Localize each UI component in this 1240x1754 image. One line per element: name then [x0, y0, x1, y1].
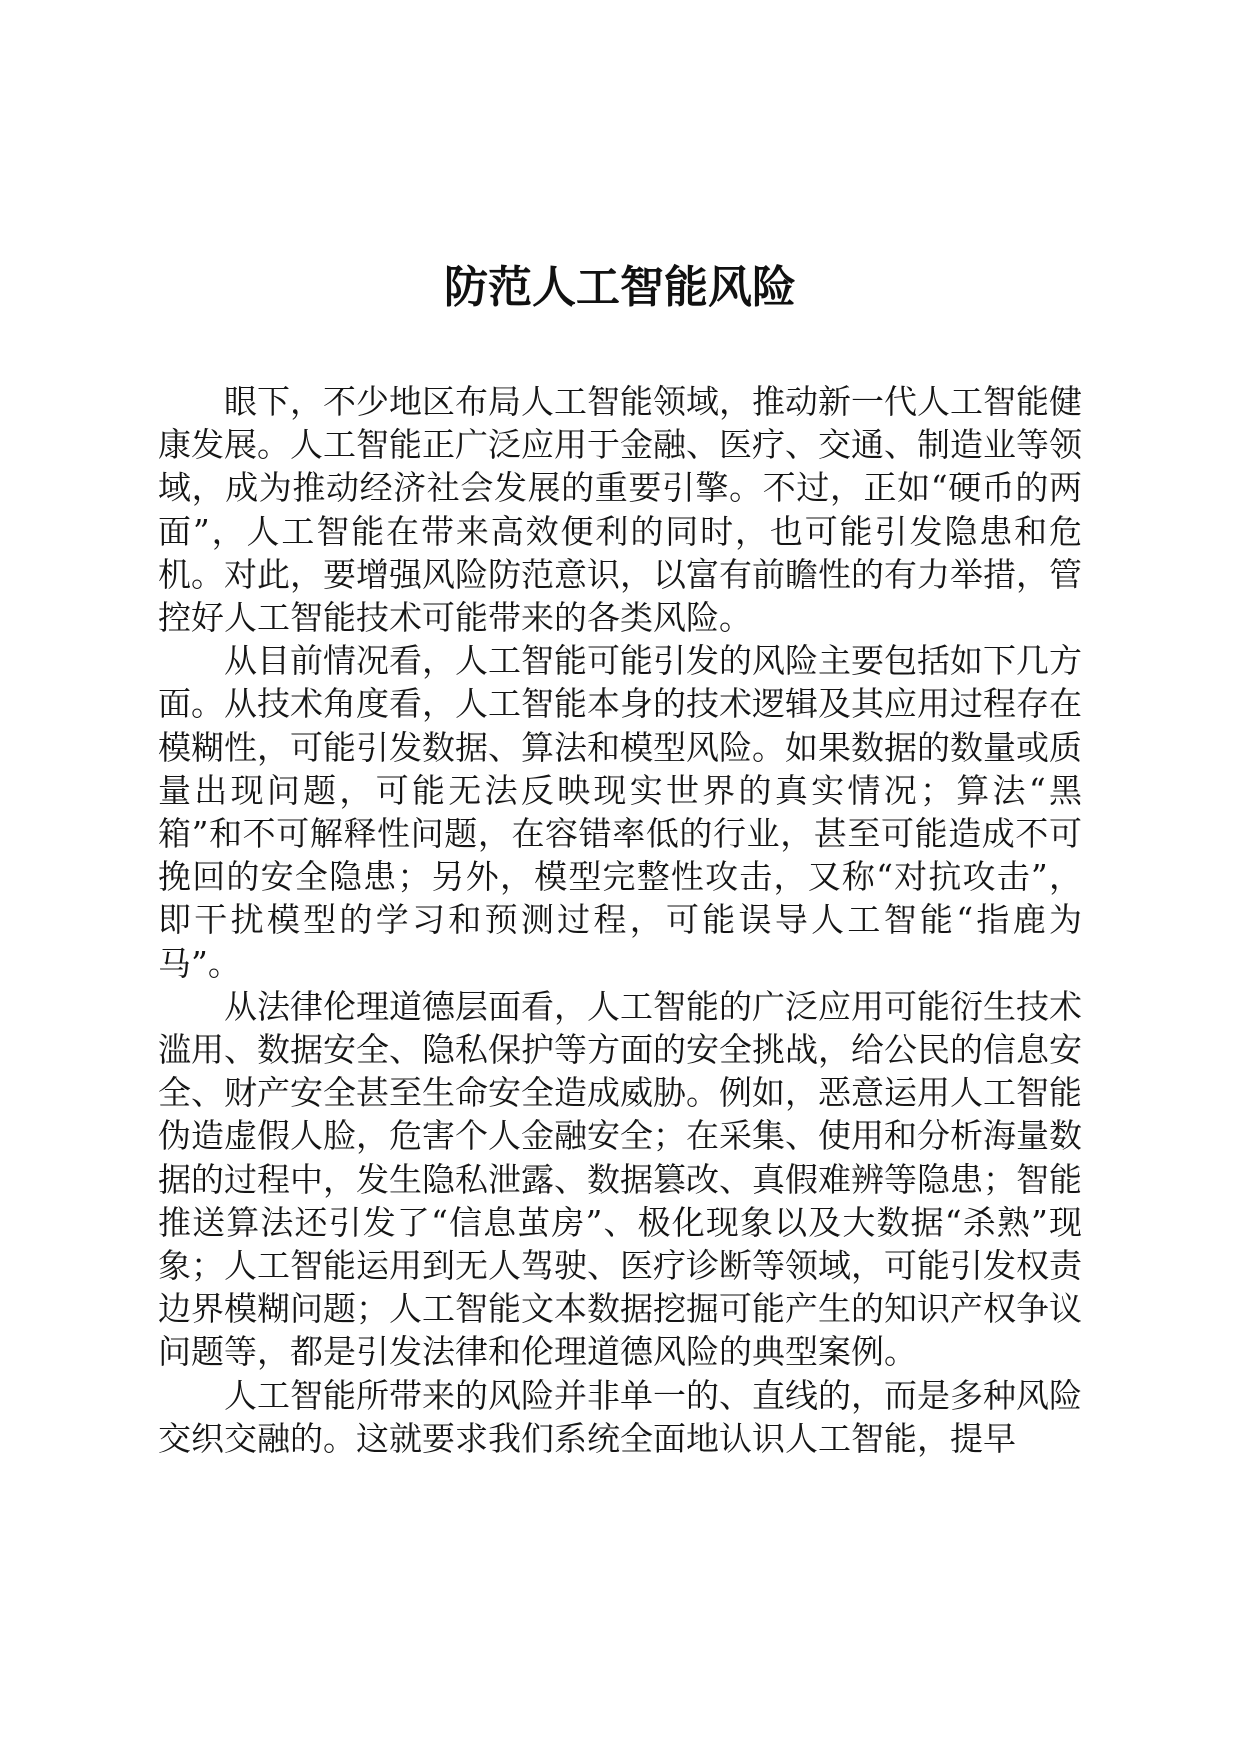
paragraph: 从法律伦理道德层面看，人工智能的广泛应用可能衍生技术滥用、数据安全、隐私保护等方面的安全挑战，给公民的信息安全、财产安全甚至生命安全造成威胁。例如，恶意运用人工智能伪造虚假人脸，危害个人金融安全；在采集、使用和分析海量数据的过程中，发生隐私泄露、数据篡改、真假难辨等隐患；智能推送算法还引发了“信息茧房”、极化现象以及大数据“杀熟”现象；人工智能运用到无人驾驶、医疗诊断等领域，可能引发权责边界模糊问题；人工智能文本数据挖掘可能产生的知识产权争议问题等，都是引发法律和伦理道德风险的典型案例。 [158, 986, 1082, 1372]
document-body [158, 380, 1082, 1460]
document-title: 防范人工智能风险 [444, 262, 796, 313]
paragraph: 从目前情况看，人工智能可能引发的风险主要包括如下几方面。从技术角度看，人工智能本身的技术逻辑及其应用过程存在模糊性，可能引发数据、算法和模型风险。如果数据的数量或质量出现问题，可能无法反映现实世界的真实情况；算法“黑箱”和不可解释性问题，在容错率低的行业，甚至可能造成不可挽回的安全隐患；另外，模型完整性攻击，又称“对抗攻击”，即干扰模型的学习和预测过程，可能误导人工智能“指鹿为马”。 [158, 641, 1082, 983]
paragraph: 眼下，不少地区布局人工智能领域，推动新一代人工智能健康发展。人工智能正广泛应用于金融、医疗、交通、制造业等领域，成为推动经济社会发展的重要引擎。不过，正如“硬币的两面”，人工智能在带来高效便利的同时，也可能引发隐患和危机。对此，要增强风险防范意识，以富有前瞻性的有力举措，管控好人工智能技术可能带来的各类风险。 [158, 382, 1082, 638]
paragraph: 人工智能所带来的风险并非单一的、直线的，而是多种风险交织交融的。这就要求我们系统全面地认识人工智能，提早 [158, 1375, 1082, 1458]
